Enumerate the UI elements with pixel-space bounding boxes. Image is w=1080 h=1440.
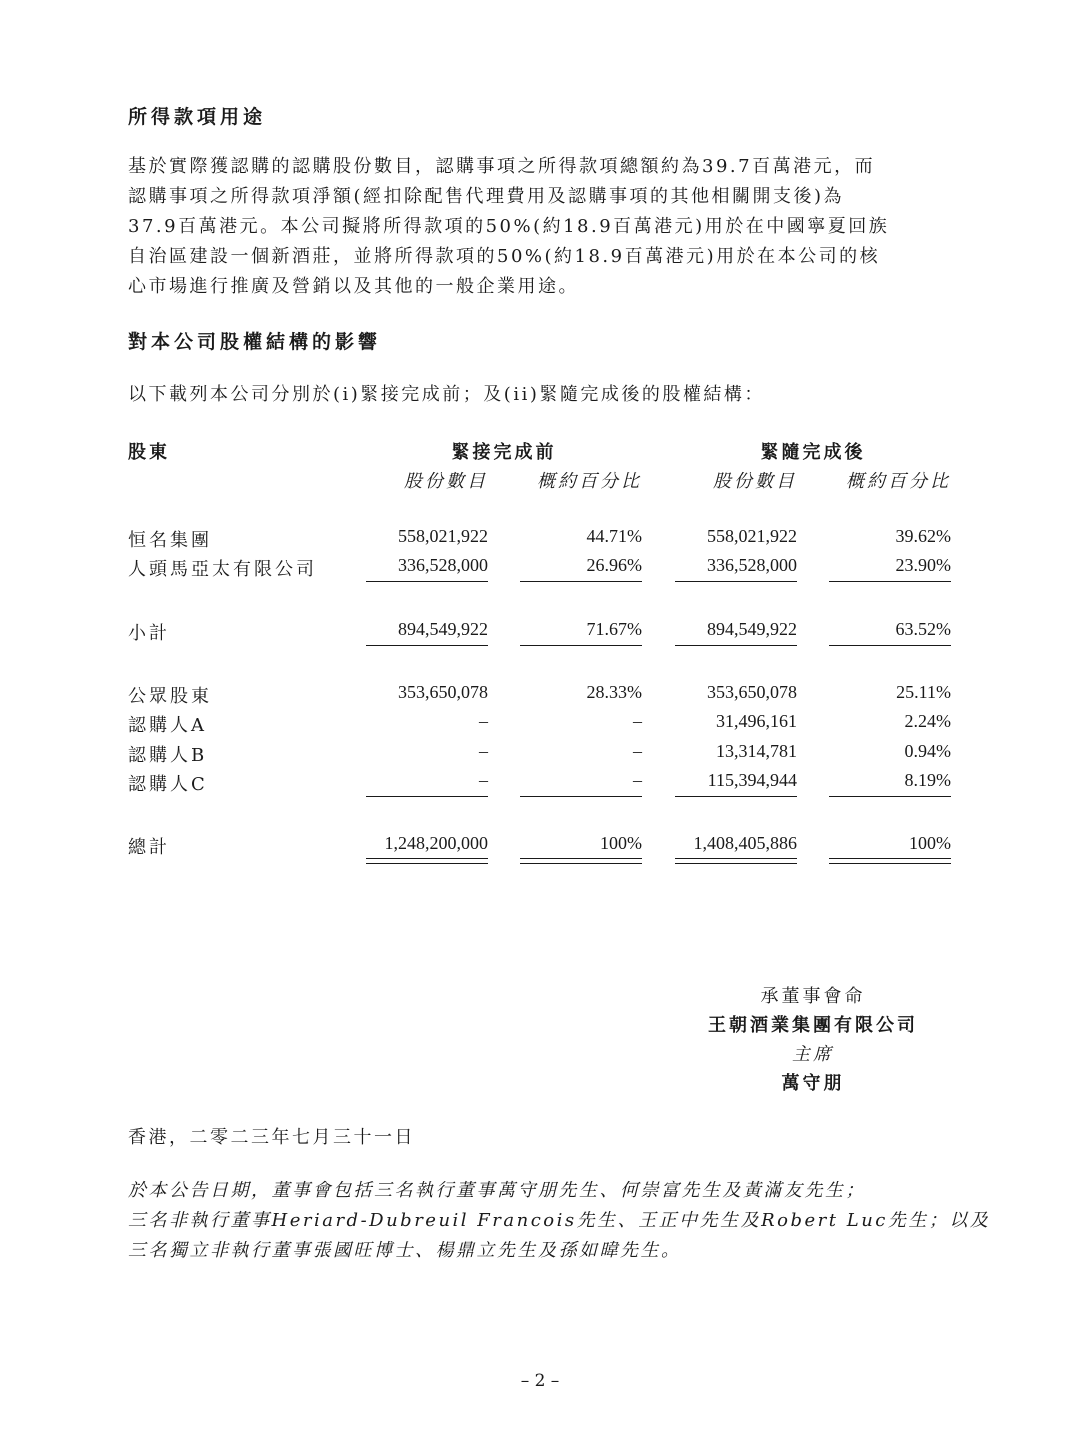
shares-before: 336,528,000	[398, 555, 488, 575]
shares-before: 1,248,200,000	[384, 833, 488, 853]
row-name: 人頭馬亞太有限公司	[128, 559, 317, 580]
row-name: 總計	[128, 837, 170, 858]
pct-after: 0.94%	[904, 741, 951, 761]
table-rule	[520, 645, 642, 646]
shares-after: 1,408,405,886	[693, 833, 797, 853]
paragraph-line: 認購事項之所得款項淨額(經扣除配售代理費用及認購事項的其他相關開支後)為	[128, 186, 845, 207]
row-name: 認購人B	[128, 745, 208, 766]
pct-before: 28.33%	[586, 682, 642, 702]
pct-after: 39.62%	[895, 526, 951, 546]
pct-before: –	[633, 770, 642, 790]
table-rule	[675, 581, 797, 582]
pct-before: 44.71%	[586, 526, 642, 546]
signature-by-order: 承董事會命	[760, 986, 866, 1007]
pct-before: 26.96%	[586, 555, 642, 575]
row-name: 認購人A	[128, 715, 207, 736]
table-rule	[520, 796, 642, 797]
row-name: 恒名集團	[128, 530, 212, 551]
paragraph-line: 基於實際獲認購的認購股份數目，認購事項之所得款項總額約為39.7百萬港元，而	[128, 156, 876, 177]
pct-after: 2.24%	[904, 711, 951, 731]
footer-line: 三名獨立非執行董事張國旺博士、楊鼎立先生及孫如暐先生。	[128, 1240, 682, 1261]
table-rule	[829, 581, 951, 582]
table-rule	[675, 796, 797, 797]
row-name: 小計	[128, 623, 170, 644]
shares-before: –	[479, 741, 488, 761]
pct-after: 8.19%	[904, 770, 951, 790]
shares-before: 894,549,922	[398, 619, 488, 639]
shares-before: 558,021,922	[398, 526, 488, 546]
shares-after: 336,528,000	[707, 555, 797, 575]
pct-after: 25.11%	[896, 682, 951, 702]
footer-line: 三名非執行董事Heriard-Dubreuil Francois先生、王正中先生及Robert Luc先生；以及	[128, 1210, 991, 1231]
board-composition-note	[128, 1176, 991, 1266]
table-rule	[366, 581, 488, 582]
pct-before: 100%	[600, 833, 642, 853]
shares-after: 13,314,781	[716, 741, 797, 761]
signature-title: 主席	[792, 1044, 834, 1065]
table-rule	[829, 645, 951, 646]
use-of-proceeds-paragraph	[128, 152, 954, 302]
table-rule	[675, 645, 797, 646]
paragraph-line: 自治區建設一個新酒莊，並將所得款項的50%(約18.9百萬港元)用於在本公司的核	[128, 246, 881, 267]
row-name: 認購人C	[128, 774, 208, 795]
shareholding-intro: 以下載列本公司分別於(i)緊接完成前；及(ii)緊隨完成後的股權結構：	[128, 384, 765, 405]
shares-after: 894,549,922	[707, 619, 797, 639]
shares-after: 558,021,922	[707, 526, 797, 546]
table-rule	[366, 645, 488, 646]
col-header-shareholder: 股東	[128, 442, 170, 463]
shares-before: –	[479, 711, 488, 731]
pct-after: 63.52%	[895, 619, 951, 639]
table-double-rule	[520, 858, 642, 864]
page-number: – 2 –	[520, 1371, 560, 1391]
signature-company: 王朝酒業集團有限公司	[708, 1015, 918, 1036]
shares-after: 353,650,078	[707, 682, 797, 702]
shares-before: –	[479, 770, 488, 790]
subheader-shares-before: 股份數目	[404, 471, 488, 492]
paragraph-line: 37.9百萬港元。本公司擬將所得款項的50%(約18.9百萬港元)用於在中國寧夏回族	[128, 216, 890, 237]
table-rule	[520, 581, 642, 582]
pct-after: 23.90%	[895, 555, 951, 575]
pct-after: 100%	[909, 833, 951, 853]
table-double-rule	[675, 858, 797, 864]
footer-line: 於本公告日期，董事會包括三名執行董事萬守朋先生、何崇富先生及黃滿友先生；	[128, 1180, 866, 1201]
table-rule	[366, 796, 488, 797]
paragraph-line: 心市場進行推廣及營銷以及其他的一般企業用途。	[128, 276, 579, 297]
shares-after: 31,496,161	[716, 711, 797, 731]
pct-before: –	[633, 741, 642, 761]
pct-before: 71.67%	[586, 619, 642, 639]
row-name: 公眾股東	[128, 686, 212, 707]
section-heading-shareholding-effect: 對本公司股權結構的影響	[128, 331, 382, 353]
section-heading-use-of-proceeds: 所得款項用途	[128, 106, 267, 128]
table-double-rule	[829, 858, 951, 864]
shares-before: 353,650,078	[398, 682, 488, 702]
announcement-date: 香港，二零二三年七月三十一日	[128, 1127, 415, 1148]
shares-after: 115,394,944	[707, 770, 797, 790]
group-header-after: 緊隨完成後	[760, 442, 866, 463]
subheader-pct-after: 概約百分比	[846, 471, 951, 492]
table-rule	[829, 796, 951, 797]
subheader-pct-before: 概約百分比	[537, 471, 642, 492]
signature-name: 萬守朋	[781, 1073, 845, 1094]
subheader-shares-after: 股份數目	[713, 471, 797, 492]
table-double-rule	[366, 858, 488, 864]
group-header-before: 緊接完成前	[451, 442, 557, 463]
pct-before: –	[633, 711, 642, 731]
